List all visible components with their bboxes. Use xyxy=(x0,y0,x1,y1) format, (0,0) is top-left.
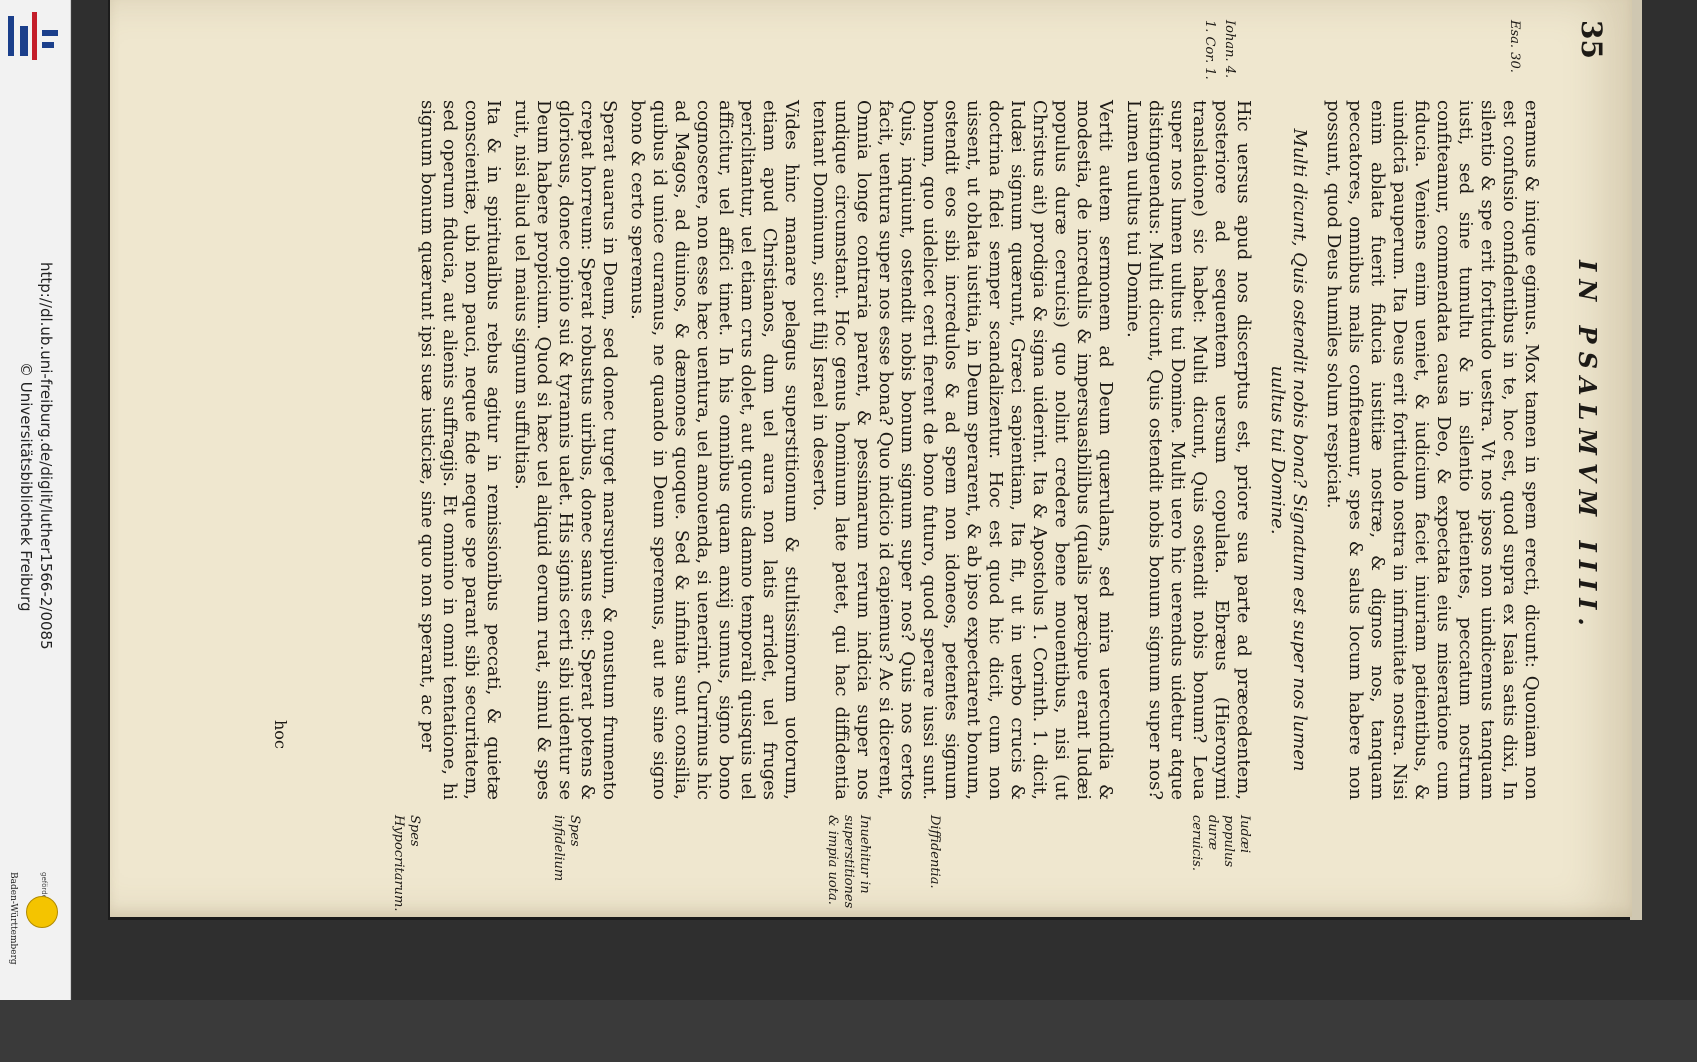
paragraph: Vides hinc manare pelagus superstitionum & stultissimorum uotorum, etiam apud Christianos, dum uel aura non latis arridet, uel fruges periclitantur, uel etiam crus dolet, aut quouis damno temporali quisquis uel afficitur, uel affici timet. In his omnibus quam anxij sumus, signo bono cognoscere, non esse hæc uentura, uel amouenda, si uenerint. Currimus hic ad Magos, ad diuinos, & dæmones quoque. Sed & infinita sunt consilia, quibus id unice curamus, ne quando in Deum speremus, aut ne sine signo bono & certo speremus. xyxy=(627,100,802,800)
paragraph: eramus & inique egimus. Mox tamen in spem erecti, dicunt: Quoniam non est confusio confidentibus in te, hoc est, quod supra ex Isaia satis dixi, In silentio & spe erit fortitudo uestra. Vt nos ipsos non uindicemus tanquam iusti, sed sine tumultu & in silentio patientes, peccatum nostrum confiteamur, commendata causa Deo, & expectata eius miseratione cum fiducia. Veniens enim ueniet, & iudicium faciet iniuriam patientibus, & uindictā pauperum. Ita Deus erit fortitudo nostra in infirmitate nostra. Nisi enim ablata fuerit fiducia iustitiæ nostræ, & dignos nos, tanquam peccatores, omnibus malis confiteamur, spes & salus locum habere non possunt, quod Deus humiles solum respiciat. xyxy=(1323,100,1542,800)
rotated-page-content xyxy=(110,0,1632,917)
viewer-sidebar xyxy=(0,0,71,1000)
running-head: IN PSALMVM IIII. xyxy=(1573,260,1602,634)
ub-freiburg-logo-icon[interactable] xyxy=(6,10,62,64)
funder-badge xyxy=(4,872,68,1000)
psalm-verse: Multi dicunt, Quis ostendit nobis bona? Signatum est super nos lumen uultus tui Domine. xyxy=(1267,128,1310,772)
folio-number: 35 xyxy=(1575,20,1608,59)
body-text xyxy=(410,100,1542,800)
paragraph: Vertit autem sermonem ad Deum quærulans, sed mira uerecundia & modestia, de incredulis & impersuasibilibus (qualis præcipue erant Iudæi populus duræ ceruicis) quo nolint credere bene mouentibus, nisi (ut Christus ait) prodigia & signa uiderint. Ita & Apostolus 1. Corinth. 1. dicit, Iudæi signum quærunt, Græci sapientiam, Ita fit, ut in uerbo crucis & doctrina fidei semper scandalizentur. Hoc est quod hic dicit, cum non uissent, ut oblata iustitia, in Deum sperarent, & ab ipso expectarent bonum, ostendit eos sibi incredulos & ad spem non idoneos, petentes signum bonum, quo uidelicet certi fierent de bono futuro, quod sperare iussi sunt. Quis, inquiunt, ostendit nobis bonum signum super nos? Quis nos certos facit, uentura super nos esse bona? Quo indicio id capiemus? Ac si dicerent, Omnia longe contraria parent, & pessimarum rerum indicia super nos undique circumstant. Hoc genus hominum late patet, qui hac diffidentia tentant Dominum, sicut filij Israel in deserto. xyxy=(809,100,1116,800)
margin-note: Spes Hypocritarum. xyxy=(391,815,422,912)
margin-note: 1. Cor. 1. xyxy=(1202,20,1217,80)
paragraph: Hic uersus apud nos discerptus est, priore sua parte ad præcedentem, posteriore ad sequentem uersum copulata. Ebræus (Hieronymi translatione) sic habet: Multi dicunt, Quis ostendit nobis bonum? Leua super nos lumen uultus tui Domine. Multi uero hic uerendus uidetur atque distinguendus: Multi dicunt, Quis ostendit nobis bonum signum super nos? Lumen uultus tui Domine. xyxy=(1123,100,1254,800)
margin-note: Spes infidelium xyxy=(551,815,582,882)
paragraph: Ita & in spiritualibus rebus agitur in remissionibus peccati, & quietæ conscientiæ, ubi non pauci, neque fide neque spe parant sibi securitatem, sed operum fiducia, aut alienis suffragijs. Et omnino in omni tentatione, hi signum bonum quærunt ipsi suæ iusticiæ, sine quo non sperant, ac per xyxy=(417,100,504,800)
margin-note: Iohan. 4. xyxy=(1222,20,1237,79)
copyright-notice: © Universitätsbibliothek Freiburg xyxy=(17,362,35,612)
margin-note: Esa. 30. xyxy=(1507,20,1522,73)
margin-note: Inuehitur in superstitiones & impia uota. xyxy=(825,815,872,909)
margin-note: Diffidentia. xyxy=(927,815,942,889)
paragraph: Sperat auarus in Deum, sed donec turget marsupium, & onustum frumento crepat horreum: Sperat robustus uiribus, donec sanus est: Sperat potens & gloriosus, donec opinio sui & tyrannis ualet. His signis certi sibi uidentur se Deum habere propicium. Quod si hæc uel aliquid eorum ruat, simul & spes ruit, nisi aliud uel maius signum suffultias. xyxy=(511,100,620,800)
catchword: hoc xyxy=(271,720,290,749)
baden-wuerttemberg-seal-icon xyxy=(26,896,58,928)
scanned-page xyxy=(110,0,1632,917)
margin-note: Iudæi populus duræ ceruicis. xyxy=(1189,815,1252,871)
document-url[interactable]: http://dl.ub.uni-freiburg.de/diglit/luther1566-2/0085 xyxy=(37,262,55,650)
funder-name: Baden-Württemberg xyxy=(8,872,18,965)
